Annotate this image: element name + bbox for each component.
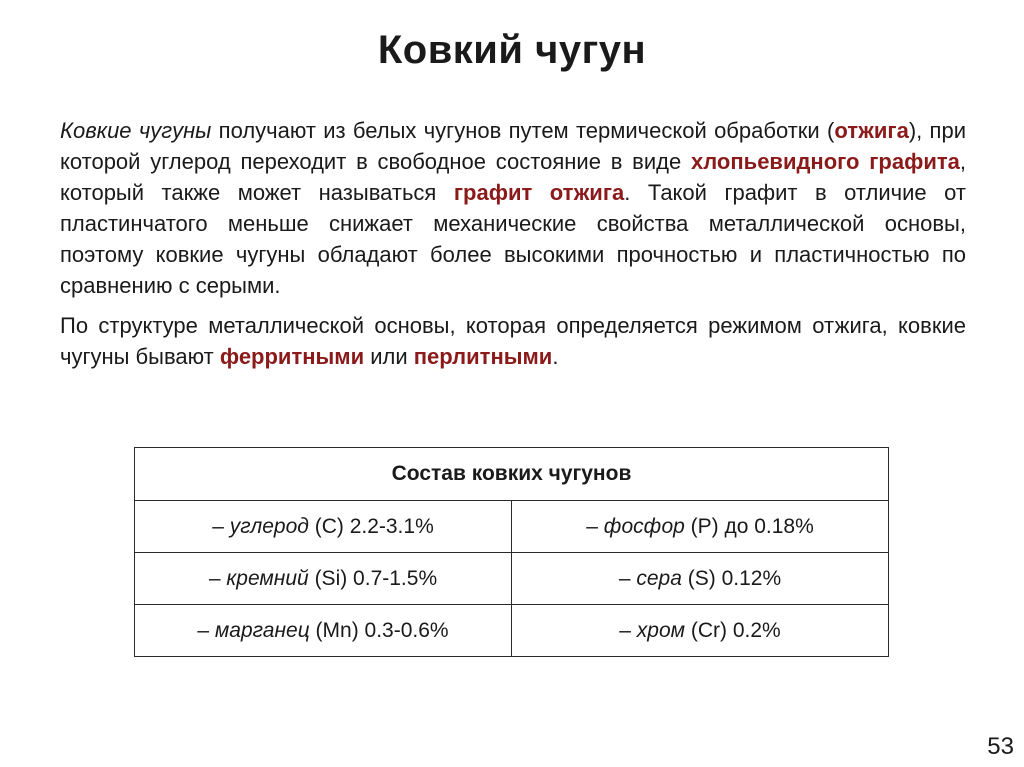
text-span: По структуре металлической основы, которая определяется режимом отжига, ковкие чугуны бывают — [60, 313, 966, 369]
table-cell-manganese — [135, 605, 512, 657]
page-number: 53 — [987, 733, 1014, 760]
element-value: (С) 2.2-3.1% — [308, 514, 434, 538]
table-row — [135, 605, 889, 657]
table-cell-carbon — [135, 501, 512, 553]
term-ferritic: ферритными — [219, 344, 365, 369]
element-name: кремний — [226, 566, 309, 590]
slide-title: Ковкий чугун — [377, 28, 647, 72]
table-cell-phosphorus — [512, 501, 889, 553]
table-header: Состав ковких чугунов — [135, 448, 889, 501]
element-name: сера — [636, 566, 682, 590]
dash: – — [212, 514, 230, 538]
element-value: (Mn) 0.3-0.6% — [309, 618, 449, 642]
table-cell-chromium — [512, 605, 889, 657]
table-header-row — [135, 448, 889, 501]
term-annealing: отжига — [834, 118, 909, 143]
text-span: ), при которой углерод переходит в свободное состояние в виде — [60, 118, 966, 174]
dash: – — [619, 618, 637, 642]
element-value: (Cr) 0.2% — [685, 618, 781, 642]
text-span: получают из белых чугунов путем термической обработки ( — [211, 118, 835, 143]
element-value: (S) 0.12% — [681, 566, 782, 590]
body-text — [60, 115, 966, 381]
dash: – — [618, 566, 637, 590]
term-temper-graphite: графит отжига — [453, 180, 625, 205]
element-name: фосфор — [603, 514, 685, 538]
dash: – — [197, 618, 215, 642]
term-flake-graphite: хлопьевидного графита — [691, 149, 960, 174]
text-span: или — [364, 344, 414, 369]
composition-table — [134, 447, 889, 657]
table-cell-silicon — [135, 553, 512, 605]
table-row — [135, 501, 889, 553]
element-name: хром — [636, 618, 686, 642]
term-pearlitic: перлитными — [413, 344, 553, 369]
table-cell-sulfur — [512, 553, 889, 605]
element-value: (Р) до 0.18% — [684, 514, 814, 538]
element-name: марганец — [214, 618, 310, 642]
element-value: (Si) 0.7-1.5% — [308, 566, 438, 590]
dash: – — [208, 566, 227, 590]
text-span: , который также может называться — [60, 149, 966, 205]
term-malleable-iron: Ковкие чугуны — [60, 118, 212, 143]
paragraph-intro — [60, 115, 966, 301]
text-span: . Такой графит в отличие от пластинчатого меньше снижает механические свойства металлической основы, поэтому ковкие чугуны обладают более высокими прочностью и пластичностью по сравнению с серыми. — [60, 180, 966, 298]
element-name: углерод — [229, 514, 309, 538]
table-row — [135, 553, 889, 605]
dash: – — [586, 514, 604, 538]
text-span: . — [552, 344, 559, 369]
paragraph-structure — [60, 310, 966, 372]
